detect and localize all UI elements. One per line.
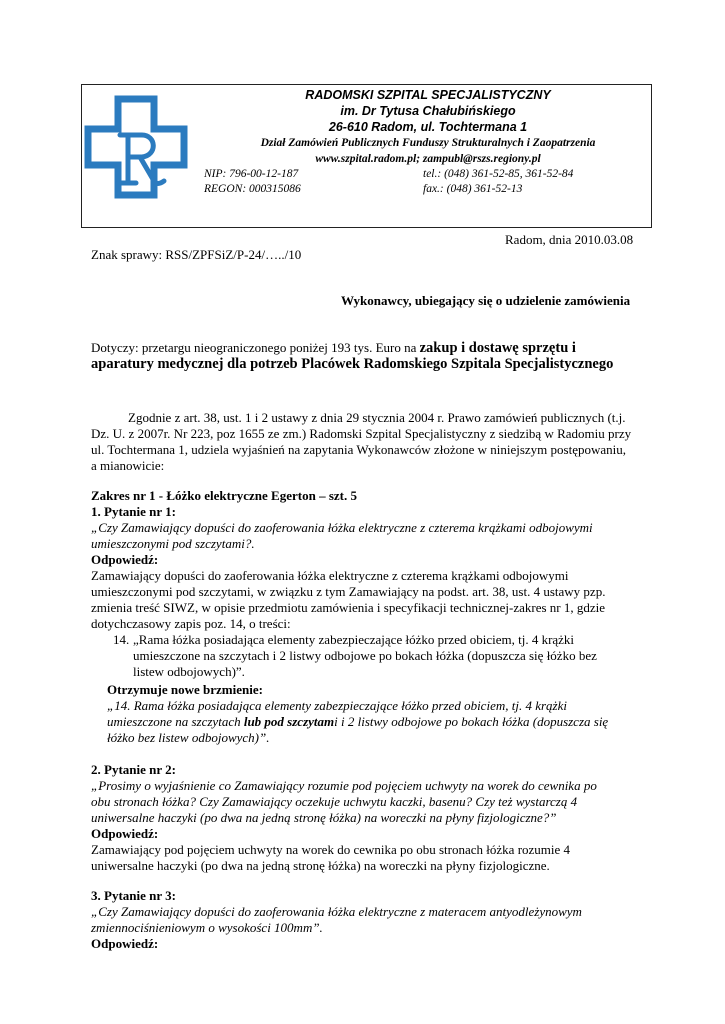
answer-2-text: uniwersalne haczyki (po dwa na jedną stronę łóżka) na woreczki na płyny fizjologiczne. — [91, 858, 550, 873]
new-wording-text: „14. Rama łóżka posiadająca elementy zabezpieczające łóżko przed obiciem, tj. 4 krążki — [107, 698, 567, 713]
question-1-text: „Czy Zamawiający dopuści do zaoferowania łóżka elektryczne z czterema krążkami odbojowymi — [91, 520, 593, 535]
subject-line-1 — [91, 340, 576, 356]
question-1-text: umieszczonymi pod szczytami?. — [91, 536, 255, 551]
answer-3-label: Odpowiedź: — [91, 936, 159, 951]
nip-tel-row — [204, 167, 652, 182]
question-3-text: zmiennociśnieniowym o wysokości 100mm”. — [91, 920, 323, 935]
fax: fax.: (048) 361-52-13 — [423, 183, 523, 195]
section-title: Zakres nr 1 - Łóżko elektryczne Egerton – szt. 5 — [91, 488, 357, 503]
question-2-text: obu stronach łóżka? Czy Zamawiający oczekuje uchwytu kaczki, basenu? Czy też wystarczą 4 — [91, 794, 578, 809]
question-3-text: „Czy Zamawiający dopuści do zaoferowania łóżka elektryczne z materacem antyodleżynowym — [91, 904, 582, 919]
nip: NIP: 796-00-12-187 — [204, 168, 299, 180]
answer-1-text: dotychczasowy zapis poz. 14, o treści: — [91, 616, 291, 631]
list-item-text: listew odbojowych)”. — [133, 664, 245, 679]
cross-with-r-logo-icon — [84, 95, 188, 199]
date-line: Radom, dnia 2010.03.08 — [505, 232, 634, 247]
intro-line: a mianowicie: — [91, 458, 165, 473]
answer-1-text: zmienia treść SIWZ, w opisie przedmiotu zamówienia i specyfikacji technicznej-zakres nr 1, gdzie — [91, 600, 606, 615]
web-email: www.szpital.radom.pl; zampubl@rszs.regiony.pl — [315, 153, 541, 165]
question-2-label: 2. Pytanie nr 2: — [91, 762, 176, 777]
hospital-address: 26-610 Radom, ul. Tochtermana 1 — [328, 120, 528, 134]
addressee: Wykonawcy, ubiegający się o udzielenie zamówienia — [341, 293, 631, 308]
question-1-label: 1. Pytanie nr 1: — [91, 504, 176, 519]
answer-1-label: Odpowiedź: — [91, 552, 159, 567]
list-item-text: „Rama łóżka posiadająca elementy zabezpieczające łóżko przed obiciem, tj. 4 krążki — [133, 632, 575, 647]
new-wording-text: łóżko bez listew odbojowych)”. — [107, 730, 270, 745]
subject-prefix: Dotyczy: przetargu nieograniczonego poniżej 193 tys. Euro na — [91, 340, 420, 355]
intro-line: Dz. U. z 2007r. Nr 223, poz 1655 ze zm.) Radomski Szpital Specjalistyczny z siedzibą w Radomiu przy — [91, 426, 632, 441]
question-2-text: uniwersalne haczyki (po dwa na jedną stronę łóżka) na woreczki na płyny fizjologiczne?” — [91, 810, 557, 825]
new-wording-part: umieszczone na szczytach — [107, 714, 244, 729]
intro-line: Zgodnie z art. 38, ust. 1 i 2 ustawy z dnia 29 stycznia 2004 r. Prawo zamówień publicznych (t.j. — [128, 410, 626, 425]
subject-bold-part: zakup i dostawę sprzętu i — [419, 340, 576, 356]
hospital-name: RADOMSKI SZPITAL SPECJALISTYCZNY — [305, 88, 551, 102]
letterhead — [81, 84, 652, 228]
new-wording-part: i i 2 listwy odbojowe po bokach łóżka (dopuszcza się — [334, 714, 609, 729]
new-wording-label: Otrzymuje nowe brzmienie: — [107, 682, 263, 697]
letterhead-text — [204, 87, 652, 197]
new-wording-emphasis: lub pod szczytam — [243, 714, 335, 729]
case-reference: Znak sprawy: RSS/ZPFSiZ/P-24/…../10 — [91, 247, 302, 262]
answer-1-text: Zamawiający dopuści do zaoferowania łóżka elektryczne z czterema krążkami odbojowymi — [91, 568, 569, 583]
department-name: Dział Zamówień Publicznych Funduszy Strukturalnych i Zaopatrzenia — [260, 137, 596, 149]
new-wording-text — [107, 714, 608, 730]
regon: REGON: 000315086 — [204, 183, 301, 195]
answer-2-label: Odpowiedź: — [91, 826, 159, 841]
answer-2-text: Zamawiający pod pojęciem uchwyty na worek do cewnika po obu stronach łóżka rozumie 4 — [91, 842, 571, 857]
list-item-text: umieszczone na szczytach i 2 listwy odbojowe po bokach łóżka (dopuszcza się łóżko bez — [133, 648, 597, 663]
intro-line: ul. Tochtermana 1, udziela wyjaśnień na zapytania Wykonawców złożone w niniejszym postępowaniu, — [91, 442, 626, 457]
question-3-label: 3. Pytanie nr 3: — [91, 888, 176, 903]
subject-line-2: aparatury medycznej dla potrzeb Placówek Radomskiego Szpitala Specjalistycznego — [91, 356, 614, 372]
telephone: tel.: (048) 361-52-85, 361-52-84 — [423, 168, 574, 180]
list-item-number: 14. — [113, 632, 130, 647]
answer-1-text: umieszczonymi pod szczytami, w związku z tym Zamawiający na podst. art. 38, ust. 4 ustawy pzp. — [91, 584, 606, 599]
regon-fax-row — [204, 182, 652, 197]
question-2-text: „Prosimy o wyjaśnienie co Zamawiający rozumie pod pojęciem uchwyty na worek do cewnika po — [91, 778, 597, 793]
hospital-patron: im. Dr Tytusa Chałubińskiego — [340, 104, 516, 118]
